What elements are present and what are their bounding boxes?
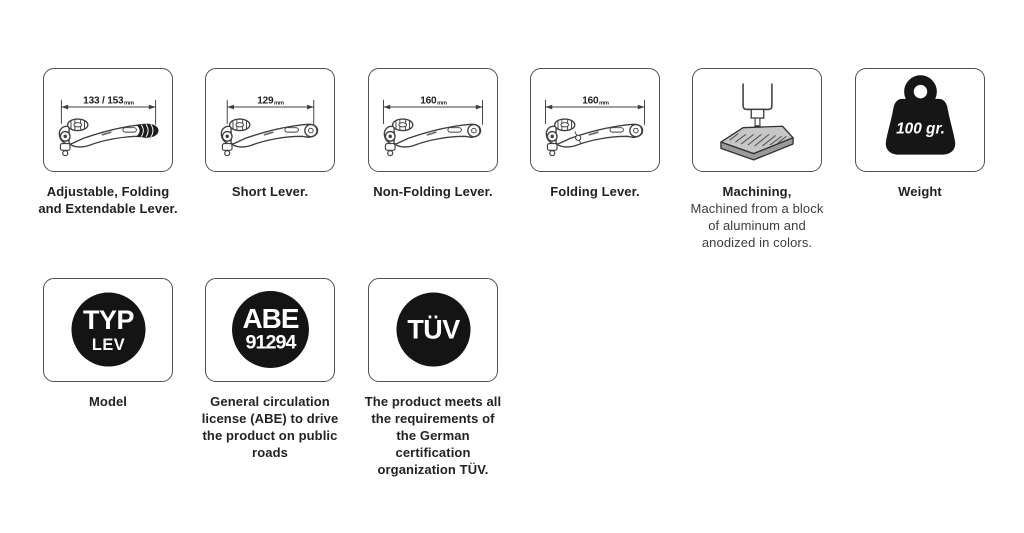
caption-line: the product on public (202, 428, 338, 443)
svg-text:160mm: 160mm (419, 95, 447, 107)
lever-folding-icon (532, 70, 659, 170)
svg-text:91294: 91294 (245, 331, 295, 354)
feature-tile-frame (43, 68, 173, 172)
feature-tile-non-folding-lever (368, 68, 498, 200)
svg-text:TYP: TYP (82, 305, 134, 336)
feature-tile-model (43, 278, 173, 410)
feature-tile-frame (368, 68, 498, 172)
caption-line: license (ABE) to drive (201, 411, 339, 426)
caption-line: the German (396, 428, 470, 443)
caption-line: and Extendable Lever. (38, 201, 178, 216)
feature-tile-weight (855, 68, 985, 200)
lever-drawing (59, 119, 158, 156)
machining-icon (694, 70, 821, 170)
tile-caption (831, 183, 1009, 200)
abe-badge-icon (207, 280, 334, 380)
lever-drawing (384, 119, 480, 156)
svg-text:ABE: ABE (242, 303, 298, 335)
feature-tile-folding-lever (530, 68, 660, 200)
caption-line: the requirements of (371, 411, 495, 426)
feature-tile-frame (855, 68, 985, 172)
svg-text:129mm: 129mm (256, 95, 284, 107)
caption-line: Short Lever. (231, 184, 309, 199)
tile-caption (344, 183, 522, 200)
caption-line: roads (252, 445, 288, 460)
feature-tile-frame (205, 68, 335, 172)
caption-line: of aluminum and (708, 218, 806, 233)
tile-caption (344, 393, 522, 478)
feature-tile-tuv (364, 278, 502, 478)
caption-line: certification (395, 445, 471, 460)
feature-tile-adjustable-lever (38, 68, 178, 217)
lever-extendable-icon (45, 70, 172, 170)
lever-drawing (546, 119, 642, 156)
caption-line: Folding Lever. (550, 184, 640, 199)
svg-text:100 gr.: 100 gr. (895, 120, 945, 138)
caption-line: General circulation (210, 394, 330, 409)
feature-tile-short-lever (205, 68, 335, 200)
caption-line: Non-Folding Lever. (373, 184, 493, 199)
caption-line: The product meets all (364, 394, 502, 409)
tile-caption (19, 393, 197, 410)
tuv-badge-icon (370, 280, 497, 380)
caption-line: Weight (898, 184, 942, 199)
caption-line: Machined from a block (690, 201, 824, 216)
typ-lev-badge-icon (45, 280, 172, 380)
feature-tile-frame (530, 68, 660, 172)
tile-caption (181, 183, 359, 200)
feature-tile-machining (692, 68, 822, 251)
feature-tile-frame (368, 278, 498, 382)
caption-line: Adjustable, Folding (46, 184, 170, 199)
caption-line: anodized in colors. (701, 235, 813, 250)
svg-text:160mm: 160mm (581, 95, 609, 107)
svg-text:LEV: LEV (91, 336, 125, 355)
feature-tile-frame (43, 278, 173, 382)
tile-caption (668, 183, 846, 251)
lever-drawing (221, 119, 317, 156)
caption-line: Model (88, 394, 128, 409)
feature-tile-frame (692, 68, 822, 172)
feature-tile-abe-license (201, 278, 339, 461)
tile-caption (181, 393, 359, 461)
tile-caption (506, 183, 684, 200)
caption-line: Machining, (722, 184, 792, 199)
feature-tile-frame (205, 278, 335, 382)
tile-caption (19, 183, 197, 217)
svg-text:TÜV: TÜV (406, 314, 460, 345)
caption-line: organization TÜV. (377, 462, 489, 477)
weight-icon (857, 70, 984, 170)
svg-text:133 / 153mm: 133 / 153mm (82, 95, 134, 107)
lever-short-icon (207, 70, 334, 170)
lever-non-folding-icon (370, 70, 497, 170)
